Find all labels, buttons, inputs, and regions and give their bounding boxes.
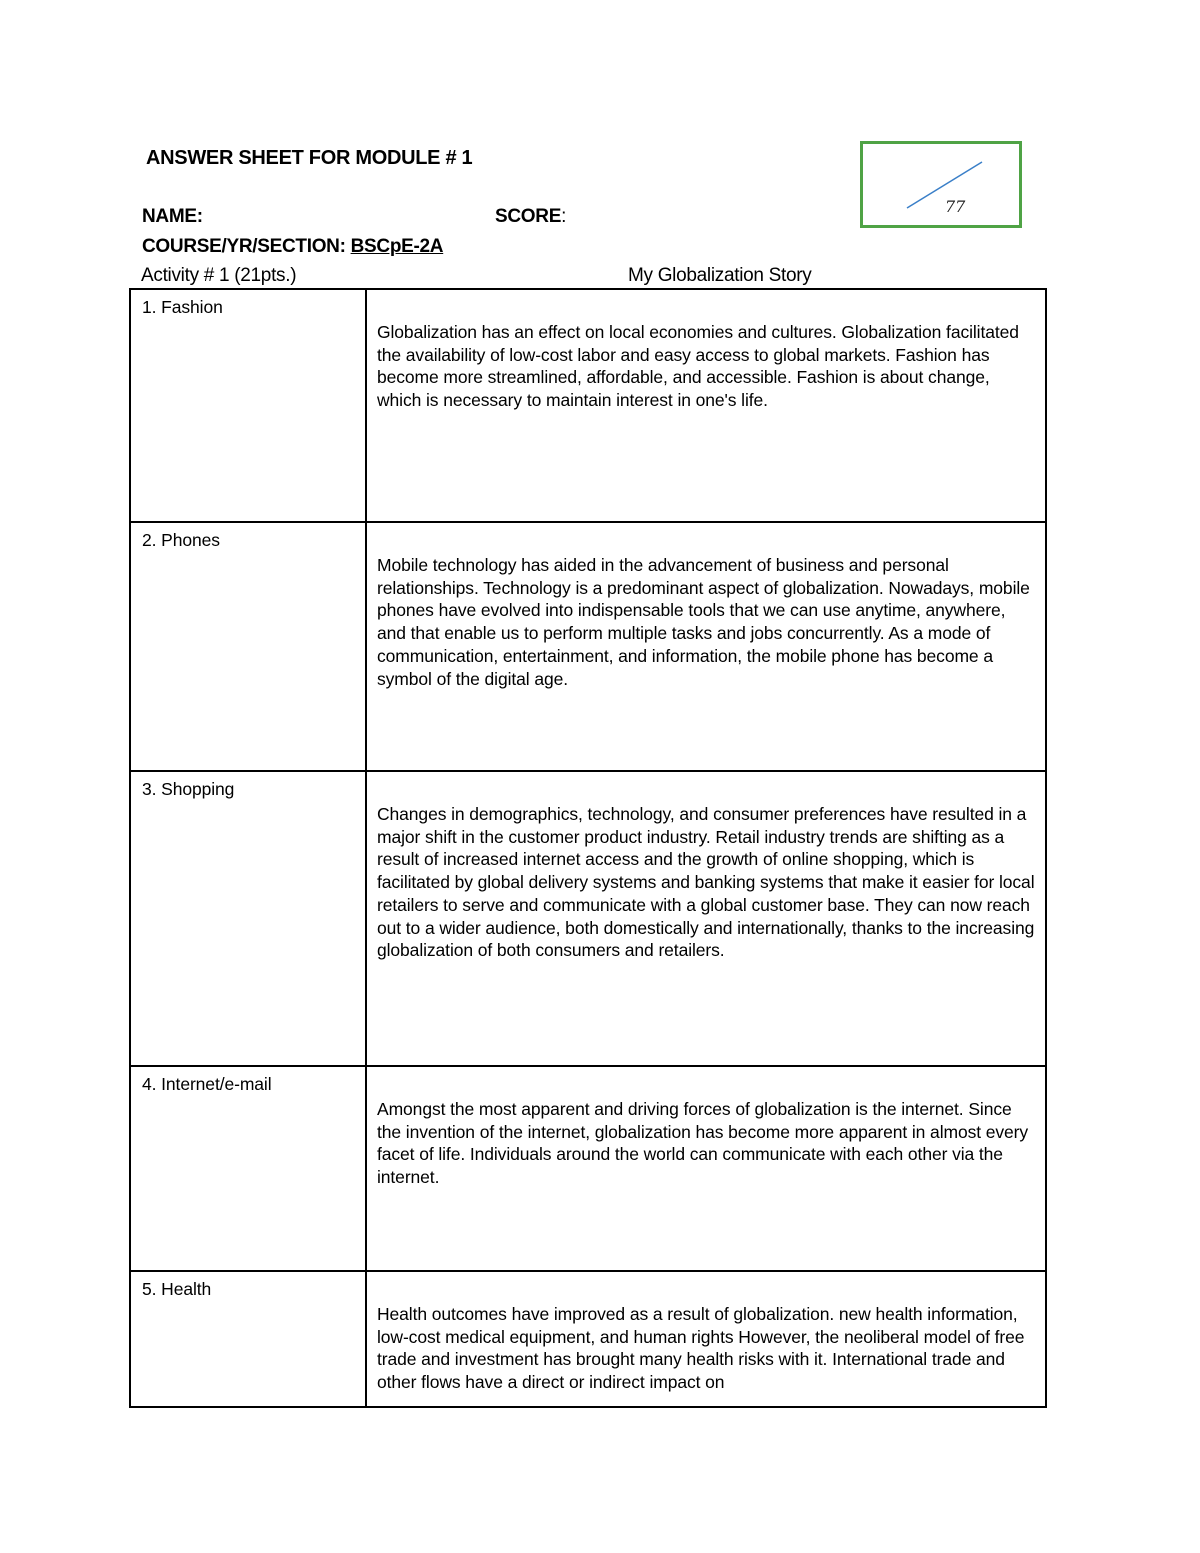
topic-label: 5. Health (142, 1279, 212, 1299)
score-label-colon: : (561, 206, 567, 227)
story-text: Changes in demographics, technology, and consumer preferences have resulted in a major shift in the customer product industry. Retail industry trends are shifting as a result of increased internet access and the growth of online shopping, which is facilitated by global delivery systems and banking systems that make it easier for local retailers to serve and communicate with a global customer base. They can now reach out to a wider audience, both domestically and internationally, thanks to the increasing globalization of both consumers and retailers. (377, 804, 1035, 961)
course-value: BSCpE-2A (350, 236, 444, 257)
score-denominator: 77 (945, 197, 966, 216)
course-section (142, 236, 443, 258)
table-row (130, 522, 1046, 771)
table-row (130, 771, 1046, 1066)
story-heading: My Globalization Story (628, 265, 812, 286)
story-cell (366, 289, 1046, 522)
topic-label: 3. Shopping (142, 779, 235, 799)
sheet-title: ANSWER SHEET FOR MODULE # 1 (146, 147, 473, 169)
topic-label: 2. Phones (142, 530, 220, 550)
topic-cell (130, 771, 366, 1066)
score-slash-icon (863, 144, 1019, 225)
table-row (130, 1271, 1046, 1407)
story-text: Amongst the most apparent and driving forces of globalization is the internet. Since the invention of the internet, globalization has become more apparent in almost every facet of life. Individuals around the world can communicate with each other via the internet. (377, 1099, 1029, 1188)
story-cell (366, 771, 1046, 1066)
story-cell (366, 522, 1046, 771)
topic-cell (130, 522, 366, 771)
story-text: Globalization has an effect on local economies and cultures. Globalization facilitated the availability of low-cost labor and easy access to global markets. Fashion has become more streamlined, affordable, and accessible. Fashion is about change, which is necessary to maintain interest in one's life. (377, 322, 1019, 411)
topic-label: 4. Internet/e-mail (142, 1074, 272, 1094)
topic-cell (130, 1271, 366, 1407)
story-cell (366, 1066, 1046, 1271)
globalization-table (129, 288, 1047, 1408)
score-label (495, 206, 566, 228)
activity-label: Activity # 1 (21pts.) (141, 265, 297, 286)
topic-cell (130, 1066, 366, 1271)
table-row (130, 1066, 1046, 1271)
score-label-text: SCORE (495, 206, 562, 227)
topic-cell (130, 289, 366, 522)
story-text: Mobile technology has aided in the advancement of business and personal relationships. Technology is a predominant aspect of globalization. Nowadays, mobile phones have evolved into indispensable tools that we can use anytime, anywhere, and that enable us to perform multiple tasks and jobs concurrently. As a mode of communication, entertainment, and information, the mobile phone has become a symbol of the digital age. (377, 555, 1030, 689)
story-cell (366, 1271, 1046, 1407)
table-row (130, 289, 1046, 522)
score-box (860, 141, 1022, 228)
course-label: COURSE/YR/SECTION: (142, 236, 351, 257)
topic-label: 1. Fashion (142, 297, 223, 317)
story-text: Health outcomes have improved as a result of globalization. new health information, low-cost medical equipment, and human rights However, the neoliberal model of free trade and investment has brought many health risks with it. International trade and other flows have a direct or indirect impact on (377, 1304, 1025, 1393)
name-label: NAME: (142, 206, 203, 227)
